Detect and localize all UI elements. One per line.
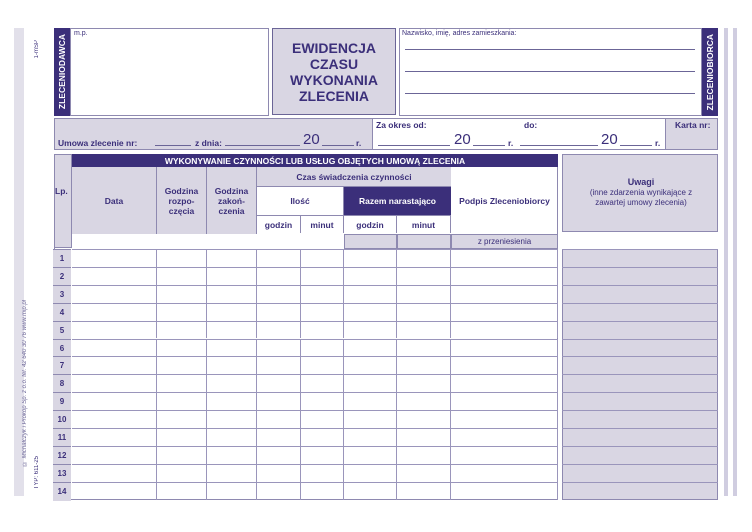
table-cell[interactable] [344,410,397,428]
uwagi-row-line [562,410,718,411]
razem-godzin-text: godzin [356,219,384,230]
table-cell[interactable] [397,303,451,321]
z-przeniesienia-razem-godzin[interactable] [344,234,397,249]
table-cell[interactable] [207,446,257,464]
table-cell[interactable] [207,339,257,357]
table-cell[interactable] [301,446,344,464]
row-number: 3 [53,285,71,304]
address-line-2 [405,71,695,72]
table-cell[interactable] [207,356,257,374]
razem-header-text: Razem narastająco [358,196,436,206]
row-number: 9 [53,392,71,411]
table-cell[interactable] [72,339,157,357]
uwagi-subtitle: (inne zdarzenia wynikające z zawartej umowy zlecenia) [589,188,693,207]
right-margin-strip [724,28,728,496]
uwagi-row-line [562,428,718,429]
table-cell[interactable] [157,428,207,446]
table-cell[interactable] [157,410,207,428]
title-line-2: CZASU [309,55,359,72]
table-cell[interactable] [157,446,207,464]
name-address-label: Nazwisko, imię, adres zamieszkania: [402,30,517,37]
razem-minut-text: minut [411,219,436,230]
table-cell[interactable] [257,464,301,482]
table-cell[interactable] [72,356,157,374]
table-cell[interactable] [397,374,451,392]
table-cell[interactable] [397,249,451,267]
row-number: 8 [53,374,71,393]
table-cell[interactable] [301,410,344,428]
table-cell[interactable] [451,339,558,357]
table-cell[interactable] [301,356,344,374]
okres-do-year-prefix: 20 [601,131,618,148]
ilosc-godzin-header [257,215,301,233]
address-line-1 [405,49,695,50]
table-cell[interactable] [207,374,257,392]
okres-od-year-field[interactable] [473,136,505,146]
table-cell[interactable] [397,428,451,446]
table-cell[interactable] [301,392,344,410]
table-cell[interactable] [301,249,344,267]
row-number: 14 [53,482,71,501]
podpis-header-text: Podpis Zleceniobiorcy [459,195,550,206]
ilosc-header-text: Ilość [290,196,310,206]
table-cell[interactable] [72,303,157,321]
table-cell[interactable] [257,339,301,357]
uwagi-row-line [562,446,718,447]
row-number: 7 [53,356,71,375]
row-number: 13 [53,464,71,483]
row-number: 5 [53,321,71,340]
table-cell[interactable] [157,392,207,410]
okres-od-date-field[interactable] [378,136,450,146]
table-cell[interactable] [207,321,257,339]
table-cell[interactable] [451,249,558,267]
table-cell[interactable] [157,374,207,392]
table-cell[interactable] [257,285,301,303]
table-cell[interactable] [397,267,451,285]
table-cell[interactable] [257,267,301,285]
table-cell[interactable] [344,339,397,357]
lp-header: Lp. [55,186,68,196]
table-cell[interactable] [157,249,207,267]
publisher-note: © Michalczyk i Prokop Sp. z o.o. tel. 42 640 30 76 www.mip.pl [22,300,28,467]
table-cell[interactable] [72,446,157,464]
row-number: 10 [53,410,71,429]
ilosc-minut-header [301,215,344,233]
table-cell[interactable] [451,356,558,374]
okres-od-year-prefix: 20 [454,131,471,148]
lp-header-cell [54,154,72,248]
title-box [272,28,396,115]
zleceniobiorca-bar [702,28,718,116]
table-cell[interactable] [157,482,207,500]
z-przeniesienia-text: z przeniesienia [477,237,532,246]
table-cell[interactable] [344,267,397,285]
table-cell[interactable] [257,392,301,410]
table-cell[interactable] [257,374,301,392]
table-cell[interactable] [72,267,157,285]
table-cell[interactable] [397,321,451,339]
table-cell[interactable] [397,410,451,428]
row-number: 4 [53,303,71,322]
uwagi-row-line [562,285,718,286]
table-cell[interactable] [301,321,344,339]
godz-zak-header [207,167,257,234]
razem-header [344,187,451,215]
form-type-code: TYP: 611-25 [34,456,40,490]
table-cell[interactable] [72,410,157,428]
table-cell[interactable] [72,392,157,410]
table-cell[interactable] [157,303,207,321]
table-cell[interactable] [257,446,301,464]
table-cell[interactable] [397,482,451,500]
data-header [72,167,157,234]
okres-od-label: Za okres od: [376,120,427,130]
table-cell[interactable] [157,321,207,339]
table-cell[interactable] [207,303,257,321]
table-cell[interactable] [257,482,301,500]
karta-number-field[interactable] [672,132,716,146]
uwagi-row-line [562,482,718,483]
uwagi-row-line [562,249,718,250]
godz-rozp-header [157,167,207,234]
row-number: 12 [53,446,71,465]
table-cell[interactable] [72,482,157,500]
title-line-4: ZLECENIA [299,87,369,104]
karta-label: Karta nr: [675,120,711,130]
right-margin-strip-2 [733,28,737,496]
uwagi-row-line [562,321,718,322]
row-number: 11 [53,428,71,447]
table-cell[interactable] [451,428,558,446]
umowa-label: Umowa zlecenie nr: [58,138,138,148]
z-dnia-year-field[interactable] [322,136,354,146]
table-cell[interactable] [207,428,257,446]
razem-godzin-header [344,215,397,233]
ilosc-header [257,187,344,215]
table-cell[interactable] [344,464,397,482]
group-header [72,154,558,167]
table-cell[interactable] [451,321,558,339]
razem-minut-header [397,215,451,233]
table-cell[interactable] [397,356,451,374]
table-cell[interactable] [451,392,558,410]
zleceniobiorca-label: ZLECENIOBIORCA [705,33,715,111]
form-code: 1-mSP [34,40,40,59]
table-cell[interactable] [451,464,558,482]
table-cell[interactable] [344,285,397,303]
table-cell[interactable] [257,428,301,446]
table-cell[interactable] [72,249,157,267]
godz-zak-header-text: Godzina zakoń-czenia [214,185,249,216]
okres-do-label: do: [524,120,538,130]
mp-label: m.p. [74,30,88,37]
uwagi-title: Uwagi [627,177,655,187]
row-number: 2 [53,267,71,286]
zleceniodawca-bar [54,28,70,116]
uwagi-header [562,154,718,232]
table-cell[interactable] [344,249,397,267]
table-cell[interactable] [157,356,207,374]
umowa-number-field[interactable] [155,136,191,146]
row-number: 6 [53,339,71,358]
table-cell[interactable] [207,410,257,428]
table-cell[interactable] [157,285,207,303]
table-cell[interactable] [344,482,397,500]
uwagi-row-line [562,303,718,304]
table-cell[interactable] [257,356,301,374]
okres-do-year-field[interactable] [620,136,652,146]
group-header-text: WYKONYWANIE CZYNNOŚCI LUB USŁUG OBJĘTYCH UMOWĄ ZLECENIA [164,155,466,166]
table-cell[interactable] [397,285,451,303]
data-header-text: Data [104,195,124,206]
table-cell[interactable] [207,392,257,410]
table-cell[interactable] [72,374,157,392]
table-cell[interactable] [301,267,344,285]
table-cell[interactable] [344,321,397,339]
table-cell[interactable] [301,428,344,446]
table-cell[interactable] [301,285,344,303]
table-cell[interactable] [257,249,301,267]
table-cell[interactable] [301,303,344,321]
z-dnia-label: z dnia: [195,138,222,148]
table-cell[interactable] [301,339,344,357]
table-cell[interactable] [344,446,397,464]
table-cell[interactable] [157,267,207,285]
row-number: 1 [53,249,71,268]
podpis-header [451,167,558,234]
title-line-1: EWIDENCJA [291,39,376,56]
uwagi-row-line [562,339,718,340]
table-cell[interactable] [301,374,344,392]
table-cell[interactable] [157,464,207,482]
table-cell[interactable] [451,267,558,285]
table-cell[interactable] [397,464,451,482]
table-cell[interactable] [207,482,257,500]
table-cell[interactable] [72,321,157,339]
mp-stamp-box[interactable] [70,28,269,116]
table-cell[interactable] [207,464,257,482]
table-cell[interactable] [257,303,301,321]
godz-rozp-header-text: Godzina rozpo-częcia [164,185,199,216]
name-address-box[interactable] [399,28,702,116]
table-cell[interactable] [301,482,344,500]
uwagi-row-line [562,464,718,465]
table-cell[interactable] [344,392,397,410]
table-cell[interactable] [451,285,558,303]
uwagi-row-line [562,267,718,268]
table-cell[interactable] [301,464,344,482]
uwagi-row-line [562,374,718,375]
table-cell[interactable] [451,446,558,464]
table-cell[interactable] [451,374,558,392]
ilosc-minut-text: minut [310,219,334,230]
z-przeniesienia-razem-minut[interactable] [397,234,451,249]
ilosc-godzin-text: godzin [264,219,293,230]
table-cell[interactable] [344,356,397,374]
table-cell[interactable] [344,428,397,446]
table-cell[interactable] [451,482,558,500]
z-dnia-r: r. [356,138,362,148]
table-cell[interactable] [257,321,301,339]
uwagi-row-line [562,356,718,357]
table-cell[interactable] [451,303,558,321]
zleceniodawca-label: ZLECENIODAWCA [57,34,67,110]
table-cell[interactable] [207,249,257,267]
z-przeniesienia-cell [451,234,558,249]
table-cell[interactable] [397,339,451,357]
okres-do-r: r. [655,138,661,148]
table-cell[interactable] [72,464,157,482]
okres-do-date-field[interactable] [520,136,598,146]
table-cell[interactable] [72,428,157,446]
table-cell[interactable] [72,285,157,303]
table-cell[interactable] [257,410,301,428]
title-line-3: WYKONANIA [290,71,378,88]
table-cell[interactable] [451,410,558,428]
address-line-3 [405,93,695,94]
z-dnia-date-field[interactable] [225,136,300,146]
czas-header-text: Czas świadczenia czynności [296,171,412,182]
czas-header [257,167,451,187]
table-cell[interactable] [207,267,257,285]
z-dnia-year-prefix: 20 [303,131,320,148]
table-cell[interactable] [397,392,451,410]
table-cell[interactable] [344,374,397,392]
table-cell[interactable] [207,285,257,303]
table-cell[interactable] [397,446,451,464]
table-cell[interactable] [344,303,397,321]
table-cell[interactable] [157,339,207,357]
okres-od-r: r. [508,138,514,148]
uwagi-row-line [562,392,718,393]
